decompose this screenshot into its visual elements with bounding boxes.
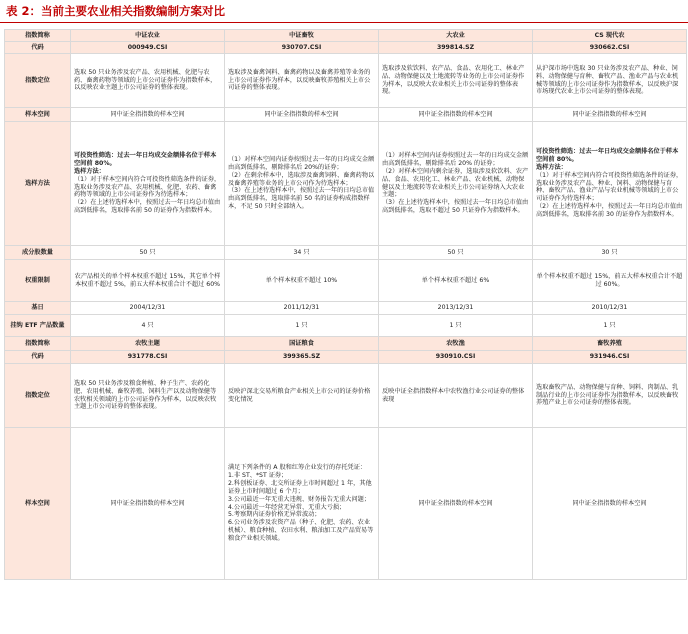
index-name: 中证农业 xyxy=(71,30,225,42)
constituent-count: 34 只 xyxy=(225,246,379,260)
table-row xyxy=(5,364,687,428)
row-label-base: 基日 xyxy=(5,302,71,315)
row-label-weight: 权重限制 xyxy=(5,260,71,302)
index-code: 399365.SZ xyxy=(225,351,379,364)
space-line: 4.公司最近一年经营无异常、无重大亏损； xyxy=(228,503,346,511)
index-position: 选取涉及软饮料、农产品、食品、农用化工、林业产品、动物保健以及土地流转等业务的上市公司证券作为样本，以反映大农业相关上市公司证券的整体表现。 xyxy=(379,54,533,108)
index-code: 399814.SZ xyxy=(379,42,533,54)
row-label-position: 指数定位 xyxy=(5,54,71,108)
index-code: 930662.CSI xyxy=(533,42,687,54)
selection-method xyxy=(225,122,379,246)
space-line: 5.考察期内证券价格无异常波动； xyxy=(228,511,321,519)
table-row xyxy=(5,42,687,54)
row-label-etf: 挂钩 ETF 产品数量 xyxy=(5,315,71,337)
index-position: 反映中证全指指数样本中农牧渔行业公司证券的整体表现 xyxy=(379,364,533,428)
method-line: （2）在剩余样本中，选取涉及畜禽饲料、畜禽药物以及畜禽养殖等业务的上市公司作为待选样本； xyxy=(228,171,375,187)
method-line: 可投资性筛选：过去一年日均成交金额排名位于样本空间前 80%。 xyxy=(74,152,217,168)
table-row xyxy=(5,302,687,315)
table-row xyxy=(5,54,687,108)
etf-count: 1 只 xyxy=(533,315,687,337)
sample-space: 同中证全指指数的样本空间 xyxy=(225,108,379,122)
base-date: 2010/12/31 xyxy=(533,302,687,315)
sample-space xyxy=(225,428,379,580)
table-title: 表 2：当前主要农业相关指数编制方案对比 xyxy=(0,0,688,23)
table-row xyxy=(5,260,687,302)
index-position: 选取畜牧产品、动物保健与育种、饲料、肉制品、乳制品行业的上市公司证券作为指数样本，以反映畜牧养殖产业上市公司证券的整体表现。 xyxy=(533,364,687,428)
method-line: （1）对样本空间内证券按照过去一年的日均成交金额由高到低排名，剔除排名后 20%的证券； xyxy=(228,156,375,171)
row-label-method: 选样方法 xyxy=(5,122,71,246)
method-line: 选样方法： xyxy=(536,163,567,171)
index-position: 选取涉及畜禽饲料、畜禽药物以及畜禽养殖等业务的上市公司证券作为样本，以反映畜牧养殖相关上市公司证券的整体表现。 xyxy=(225,54,379,108)
method-line: （1）对样本空间内证券按照过去一年的日均成交金额由高到低排名，剔除排名后 20% 的证券； xyxy=(382,152,529,168)
space-line: 3.公司最近一年无重大违规、财务报告无重大问题； xyxy=(228,495,371,503)
weight-limit: 单个样本权重不超过 15%，前五大样本权重合计不超过 60%。 xyxy=(533,260,687,302)
row-label-code: 代码 xyxy=(5,351,71,364)
method-line: （1）对于样本空间内符合可投资性筛选条件的证券，选取业务涉及农产品、农用机械、化肥、农药、畜禽药物等领域的上市公司证券作为待选样本； xyxy=(74,175,221,199)
row-label-name: 指数简称 xyxy=(5,337,71,351)
index-code: 931778.CSI xyxy=(71,351,225,364)
sample-space: 同中证全指指数的样本空间 xyxy=(379,108,533,122)
selection-method xyxy=(71,122,225,246)
row-label-code: 代码 xyxy=(5,42,71,54)
index-code: 930910.CSI xyxy=(379,351,533,364)
index-name: 农牧主题 xyxy=(71,337,225,351)
index-code: 930707.CSI xyxy=(225,42,379,54)
constituent-count: 50 只 xyxy=(379,246,533,260)
table-row xyxy=(5,246,687,260)
index-name: CS 现代农 xyxy=(533,30,687,42)
index-name: 国证粮食 xyxy=(225,337,379,351)
method-line: （1）对于样本空间内符合可投资性筛选条件的证券，选取业务涉及农产品、种业、饲料、动物保健与育种、畜牧产品、渔业产品与农业机械等领域的上市公司证券作为待选样本； xyxy=(536,171,683,203)
row-label-space: 样本空间 xyxy=(5,428,71,580)
etf-count: 1 只 xyxy=(225,315,379,337)
index-code: 931946.CSI xyxy=(533,351,687,364)
table-row xyxy=(5,30,687,42)
method-line: （3）在上述待选样本中，按照过去一年的日均总市值由高到低排名，选取排名前 50 名的证券构成指数样本，不足 50 只时全部纳入。 xyxy=(228,187,375,211)
base-date: 2004/12/31 xyxy=(71,302,225,315)
space-line: 2.科创板证券、北交所证券上市时间超过 1 年，其他证券上市时间超过 6 个月； xyxy=(228,480,372,495)
table-row xyxy=(5,122,687,246)
index-code: 000949.CSI xyxy=(71,42,225,54)
row-label-space: 样本空间 xyxy=(5,108,71,122)
comparison-table xyxy=(4,29,687,580)
table-row xyxy=(5,108,687,122)
index-position: 从沪深市场中选取 30 只业务涉及农产品、种业、饲料、动物保健与育种、畜牧产品、渔业产品与农业机械等领域的上市公司证券作为指数样本，以反映沪深市场现代农业上市公司证券的整体表现。 xyxy=(533,54,687,108)
method-line: （3）在上述待选样本中，按照过去一年日均总市值由高到低排名，选取不超过 50 只证券作为指数样本。 xyxy=(382,199,529,214)
sample-space: 同中证全指指数的样本空间 xyxy=(71,108,225,122)
index-name: 畜牧养殖 xyxy=(533,337,687,351)
method-line: （2）在上述待选样本中，按照过去一年日均总市值由高到低排名，选取排名前 50 的证券作为指数样本。 xyxy=(74,199,221,214)
weight-limit: 农产品相关的单个样本权重不超过 15%，其它单个样本权重不超过 5%，前五大样本权重合计不超过 60% xyxy=(71,260,225,302)
method-line: 选样方法： xyxy=(74,167,105,175)
weight-limit: 单个样本权重不超过 10% xyxy=(225,260,379,302)
selection-method xyxy=(533,122,687,246)
sample-space: 同中证全指指数的样本空间 xyxy=(533,108,687,122)
index-position: 反映沪深北交易所粮食产业相关上市公司的证券价格变化情况 xyxy=(225,364,379,428)
space-line: 6.公司业务涉及农资产品（种子、化肥、农药、农业机械）、粮食种植、农田水利、粮油加工及产品贸易等粮食产业相关领域。 xyxy=(228,519,374,542)
sample-space: 同中证全指指数的样本空间 xyxy=(379,428,533,580)
row-label-name: 指数简称 xyxy=(5,30,71,42)
row-label-position: 指数定位 xyxy=(5,364,71,428)
space-line: 1.非 ST、*ST 证券； xyxy=(228,472,288,480)
selection-method xyxy=(379,122,533,246)
etf-count: 1 只 xyxy=(379,315,533,337)
constituent-count: 50 只 xyxy=(71,246,225,260)
etf-count: 4 只 xyxy=(71,315,225,337)
method-line: （2）在上述待选样本中，按照过去一年日均总市值由高到低排名，选取排名前 30 的证券作为指数样本。 xyxy=(536,203,683,218)
table-row xyxy=(5,337,687,351)
method-line: 可投资性筛选：过去一年日均成交金额排名位于样本空间前 80%。 xyxy=(536,148,679,164)
weight-limit: 单个样本权重不超过 6% xyxy=(379,260,533,302)
method-line: （2）对样本空间内剩余证券，选取涉及软饮料、农产品、食品、农用化工、林业产品、农业机械、动物保健以及土地流转等农业相关上市公司证券纳入大农业主题； xyxy=(382,167,529,199)
sample-space: 同中证全指指数的样本空间 xyxy=(71,428,225,580)
table-row xyxy=(5,428,687,580)
index-position: 选取 50 只业务涉及粮食种植、种子生产、农药化肥、农用机械、畜牧养殖、饲料生产以及动物保健等农牧相关领域的上市公司证券作为样本，以反映农牧主题上市公司证券的整体表现。 xyxy=(71,364,225,428)
index-position: 选取 50 只业务涉及农产品、农用机械、化肥与农药、畜禽药物等领域的上市公司证券作为指数样本，以反映农业主题上市公司证券的整体表现。 xyxy=(71,54,225,108)
constituent-count: 30 只 xyxy=(533,246,687,260)
index-name: 中证畜牧 xyxy=(225,30,379,42)
table-row xyxy=(5,315,687,337)
table-row xyxy=(5,351,687,364)
index-name: 农牧渔 xyxy=(379,337,533,351)
index-name: 大农业 xyxy=(379,30,533,42)
base-date: 2013/12/31 xyxy=(379,302,533,315)
base-date: 2011/12/31 xyxy=(225,302,379,315)
row-label-count: 成分股数量 xyxy=(5,246,71,260)
space-line: 满足下列条件的 A 股和红筹企业发行的存托凭证： xyxy=(228,464,367,472)
sample-space: 同中证全指指数的样本空间 xyxy=(533,428,687,580)
